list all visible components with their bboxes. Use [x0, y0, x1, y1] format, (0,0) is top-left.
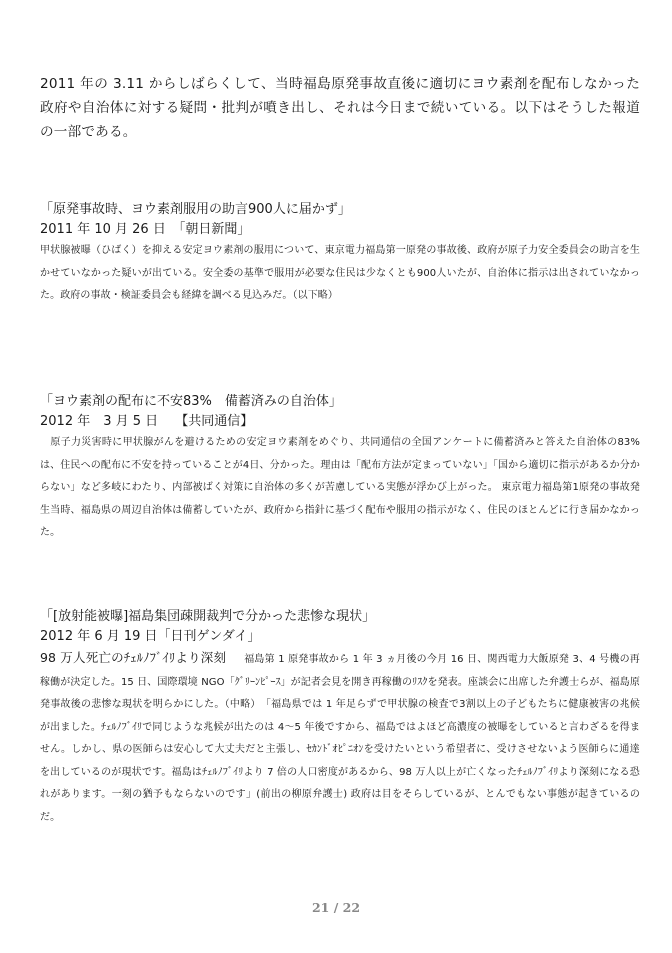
article-body: 原子力災害時に甲状腺がんを避けるための安定ヨウ素剤をめぐり、共同通信の全国アンケートに備蓄済みと答えた自治体の83%は、住民への配布に不安を持っていることが4日、分かった。理由は「配布方法が定まっていない」「国から適切に指示があるか分からない」など多岐にわたり、内部被ばく対策に自治体の多くが苦慮している実態が浮かび上がった。 東京電力福島第1原発の事故発生当時、福島県の周辺自治体は備蓄していたが、政府から指針に基づく配布や服用の指示がなく、住民のほとんどに行き届かなかった。	[40, 437, 640, 538]
article-date: 2011 年 10 月 26 日 「朝日新聞」	[40, 222, 251, 237]
article-body: 甲状腺被曝（ひばく）を抑える安定ヨウ素剤の服用について、東京電力福島第一原発の事故後、政府が原子力安全委員会の助言を生かせていなかった疑いが出ている。安全委の基準で服用が必要な住民は少なくとも900人いたが、自治体に指示は出されていなかった。政府の事故・検証委員会も経緯を調べる見込みだ。（以下略）	[40, 245, 640, 301]
article-date: 2012 年 6 月 19 日「日刊ゲンダイ」	[40, 629, 261, 644]
article-date: 2012 年 3 月 5 日 【共同通信】	[40, 414, 254, 429]
article-body: 福島第 1 原発事故から 1 年 3 ヵ月後の今月 16 日、関西電力大飯原発 3、4 号機の再稼働が決定した。15 日、国際環境 NGO「ｸﾞﾘｰﾝﾋﾟｰｽ」が記者会見を開き再稼働のﾘｽｸを発表。座談会に出席した弁護士らが、福島原発事故後の悲惨な現状を明らかにした。（中略） 「福島県では 1 年足らずで甲状腺の検査で3割以上の子どもたちに健康被害の兆候が出ました。ﾁｪﾙﾉﾌﾞｲﾘで同じような兆候が出たのは 4～5 年後ですから、福島ではよほど高濃度の被曝をしていると言わざるを得ません。しかし、県の医師らは安心して大丈夫だと主張し、ｾｶﾝﾄﾞｵﾋﾟﾆｵﾝを受けたいという希望者に、受けさせないよう医師らに通達を出しているのが現状です。福島はﾁｪﾙﾉﾌﾞｲﾘより 7 倍の人口密度があるから、98 万人以上が亡くなったﾁｪﾙﾉﾌﾞｲﾘより深刻になる恐れがあります。一刻の猶予もならないのです」(前出の柳原弁護士) 政府は目をそらしているが、とんでもない事態が起きているのだ。	[40, 654, 641, 823]
article-title: 「原発事故時、ヨウ素剤服用の助言900人に届かず」	[40, 202, 351, 217]
news-article	[40, 607, 640, 829]
article-subtitle: 98 万人死亡のﾁｪﾙﾉﾌﾞｲﾘより深刻	[40, 650, 227, 665]
article-body-container	[40, 647, 640, 829]
news-article	[40, 200, 640, 308]
news-article	[40, 392, 640, 545]
page-number: 21 / 22	[311, 900, 361, 915]
intro-paragraph: 2011 年の 3.11 からしばらくして、当時福島原発事故直後に適切にヨウ素剤を配布しなかった政府や自治体に対する疑問・批判が噴き出し、それは今日まで続いている。以下はそうした報道の一部である。	[40, 76, 640, 140]
article-title: 「[放射能被曝]福島集団疎開裁判で分かった悲惨な現状」	[40, 609, 376, 624]
article-title: 「ヨウ素剤の配布に不安83% 備蓄済みの自治体」	[40, 394, 342, 409]
